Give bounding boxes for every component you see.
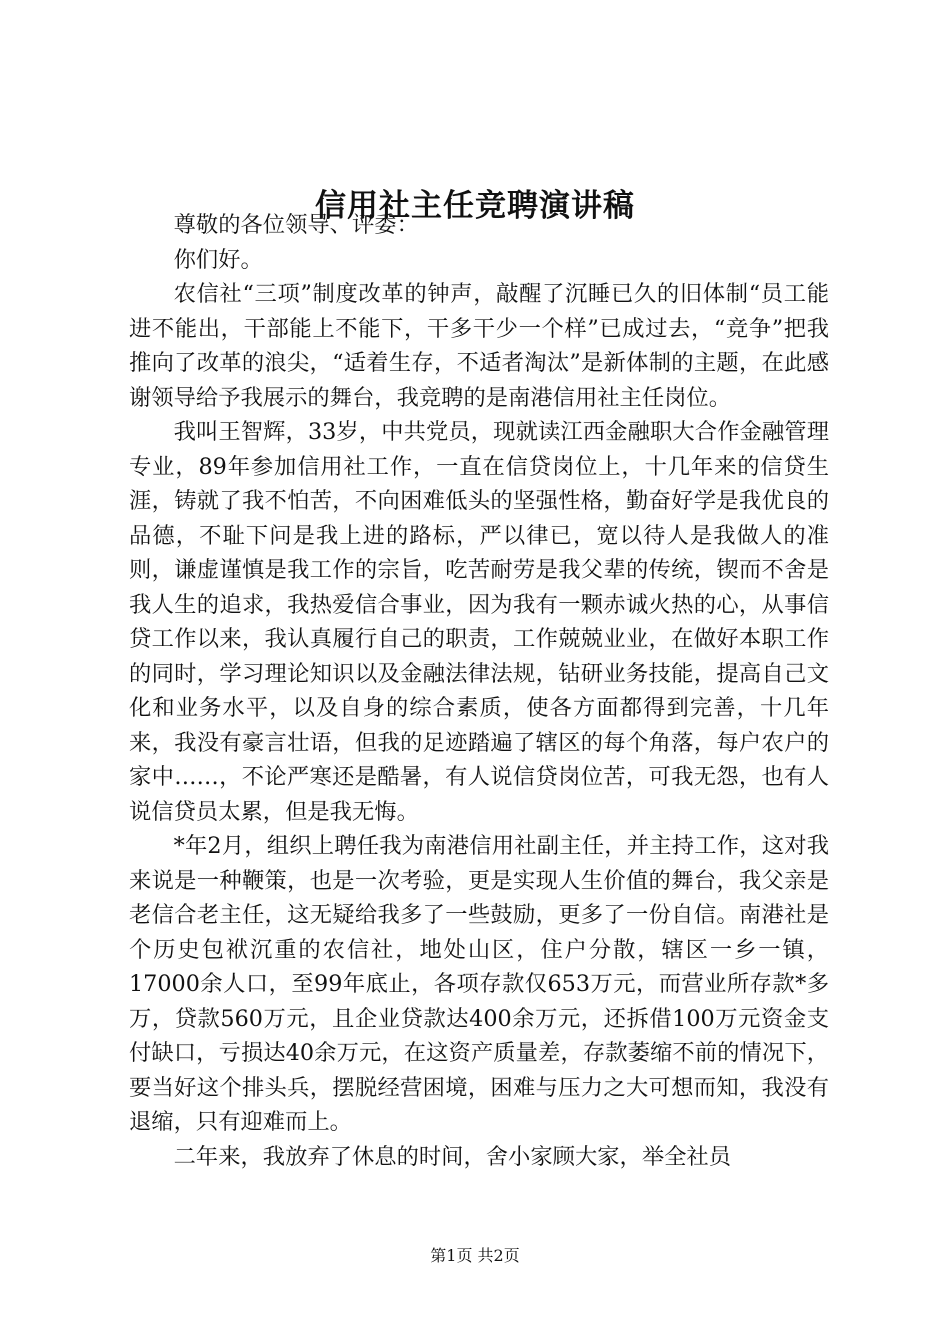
paragraph-greeting: 尊敬的各位领导、评委：: [173, 212, 419, 238]
paragraph-reform: 农信社“三项”制度改革的钟声，敲醒了沉睡已久的旧体制“员工能进不能出，干部能上不能下，干多干少一个样”已成过去，“竞争”把我推向了改革的浪尖，“适着生存，不适者淘汰”是新体制的主题，在此感谢领导给予我展示的舞台，我竞聘的是南港信用社主任岗位。: [129, 281, 829, 411]
paragraph-appointment: *年2月，组织上聘任我为南港信用社副主任，并主持工作，这对我来说是一种鞭策，也是一次考验，更是实现人生价值的舞台，我父亲是老信合老主任，这无疑给我多了一些鼓励，更多了一份自信。南港社是个历史包袱沉重的农信社，地处山区，住户分散，辖区一乡一镇，17000余人口，至99年底止，各项存款仅653万元，而营业所存款*多万，贷款560万元，且企业贷款达400余万元，还拆借100万元资金支付缺口，亏损达40余万元，在这资产质量差，存款萎缩不前的情况下，要当好这个排头兵，摆脱经营困境，困难与压力之大可想而知，我没有退缩，只有迎难而上。: [129, 833, 829, 1135]
document-body: [129, 208, 829, 1174]
paragraph-hello: 你们好。: [173, 246, 263, 273]
paragraph-introduction: 我叫王智辉，33岁，中共党员，现就读江西金融职大合作金融管理专业，89年参加信用社工作，一直在信贷岗位上，十几年来的信贷生涯，铸就了我不怕苦，不向困难低头的坚强性格，勤奋好学是我优良的品德，不耻下问是我上进的路标，严以律已，宽以待人是我做人的准则，谦虚谨慎是我工作的宗旨，吃苦耐劳是我父辈的传统，锲而不舍是我人生的追求，我热爱信合事业，因为我有一颗赤诚火热的心，从事信贷工作以来，我认真履行自己的职责，工作兢兢业业，在做好本职工作的同时，学习理论知识以及金融法律法规，钻研业务技能，提高自己文化和业务水平，以及自身的综合素质，使各方面都得到完善，十几年来，我没有豪言壮语，但我的足迹踏遍了辖区的每个角落，每户农户的家中……，不论严寒还是酷暑，有人说信贷岗位苦，可我无怨，也有人说信贷员太累，但是我无悔。: [129, 419, 829, 825]
page-footer: 第1页 共2页: [430, 1246, 520, 1265]
document-title: 信用社主任竞聘演讲稿: [315, 188, 635, 224]
paragraph-two-years: 二年来，我放弃了休息的时间，舍小家顾大家，举全社员: [173, 1143, 732, 1170]
